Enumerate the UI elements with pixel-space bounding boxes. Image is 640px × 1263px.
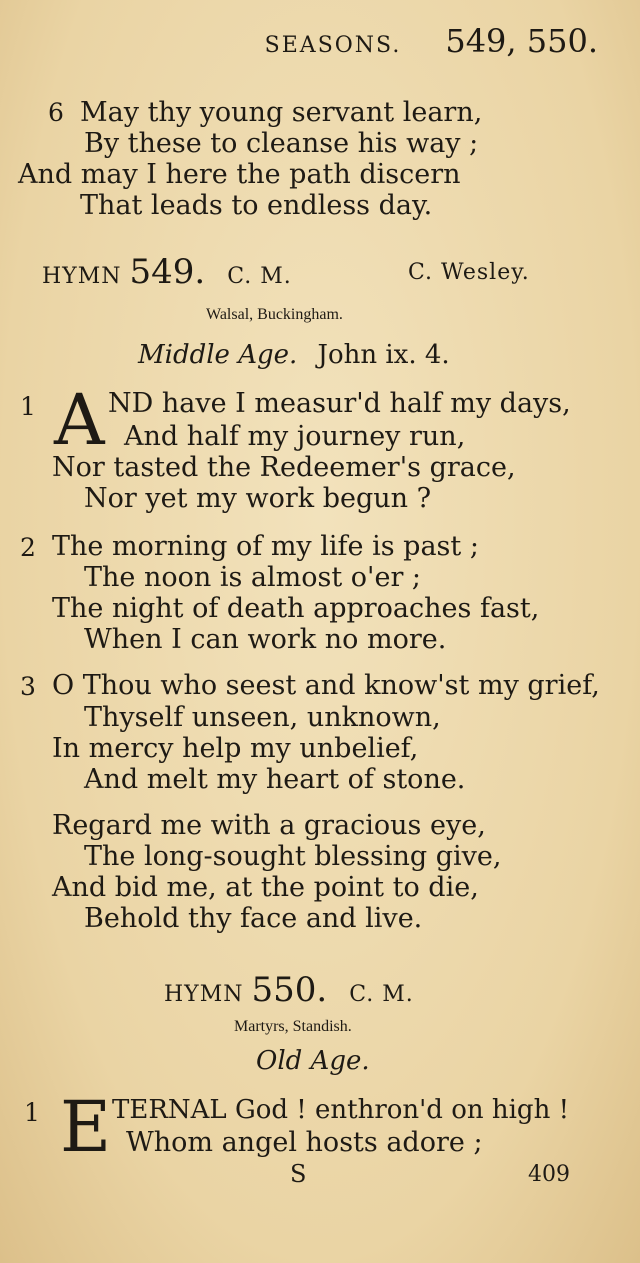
stanza-number: 1 (24, 1098, 40, 1127)
drop-cap: A (54, 379, 105, 461)
hymn-heading (164, 970, 414, 1010)
hymn-meter: C. M. (349, 982, 414, 1007)
drop-cap: E (60, 1086, 112, 1168)
hymn-number: 549. (129, 252, 206, 292)
stanza-number: 1 (20, 392, 36, 421)
hymn-number: 550. (251, 970, 328, 1010)
subject-title: Middle Age. (138, 340, 298, 370)
stanza-number: 2 (20, 533, 36, 562)
verse-line: In mercy help my unbelief, (52, 733, 419, 764)
hymn-subject (256, 1046, 370, 1076)
verse-line: Nor yet my work begun ? (84, 483, 432, 514)
verse-line: Behold thy face and live. (84, 903, 423, 934)
hymn-label: HYMN (164, 982, 244, 1007)
hymn-heading (42, 252, 292, 292)
hymn-label: HYMN (42, 264, 122, 289)
subject-title: Old Age. (256, 1046, 370, 1076)
verse-line: Nor tasted the Redeemer's grace, (52, 452, 516, 483)
verse-line: May thy young servant learn, (80, 97, 483, 128)
verse-line: The noon is almost o'er ; (84, 562, 422, 593)
stanza-number: 6 (48, 98, 64, 127)
hymn-numbers: 549, 550. (445, 22, 598, 60)
page-number: 409 (528, 1162, 570, 1187)
verse-line: Regard me with a gracious eye, (52, 810, 486, 841)
verse-line: And melt my heart of stone. (84, 764, 466, 795)
verse-line: The long-sought blessing give, (84, 841, 502, 872)
verse-line: By these to cleanse his way ; (84, 128, 479, 159)
verse-line: Thyself unseen, unknown, (84, 702, 441, 733)
section-title: SEASONS. (264, 33, 402, 58)
scripture-reference: John ix. 4. (317, 340, 450, 370)
hymn-subject (138, 340, 450, 370)
verse-line: The morning of my life is past ; (52, 531, 479, 562)
verse-line: And bid me, at the point to die, (52, 872, 479, 903)
verse-line: When I can work no more. (84, 624, 447, 655)
tune-names: Walsal, Buckingham. (206, 306, 343, 323)
stanza-number: 3 (20, 672, 36, 701)
running-head (265, 22, 598, 60)
verse-line: TERNAL God ! enthron'd on high ! (112, 1095, 570, 1125)
signature-mark: S (290, 1160, 307, 1188)
hymn-meter: C. M. (227, 264, 292, 289)
verse-line: ND have I measur'd half my days, (108, 388, 571, 419)
verse-line: That leads to endless day. (80, 190, 433, 221)
verse-line: O Thou who seest and know'st my grief, (52, 670, 600, 701)
verse-line: And half my journey run, (124, 421, 466, 452)
verse-line: The night of death approaches fast, (52, 593, 540, 624)
hymn-author: C. Wesley. (408, 260, 530, 285)
tune-names: Martyrs, Standish. (234, 1018, 352, 1035)
verse-line: And may I here the path discern (18, 159, 461, 190)
verse-line: Whom angel hosts adore ; (126, 1127, 483, 1158)
